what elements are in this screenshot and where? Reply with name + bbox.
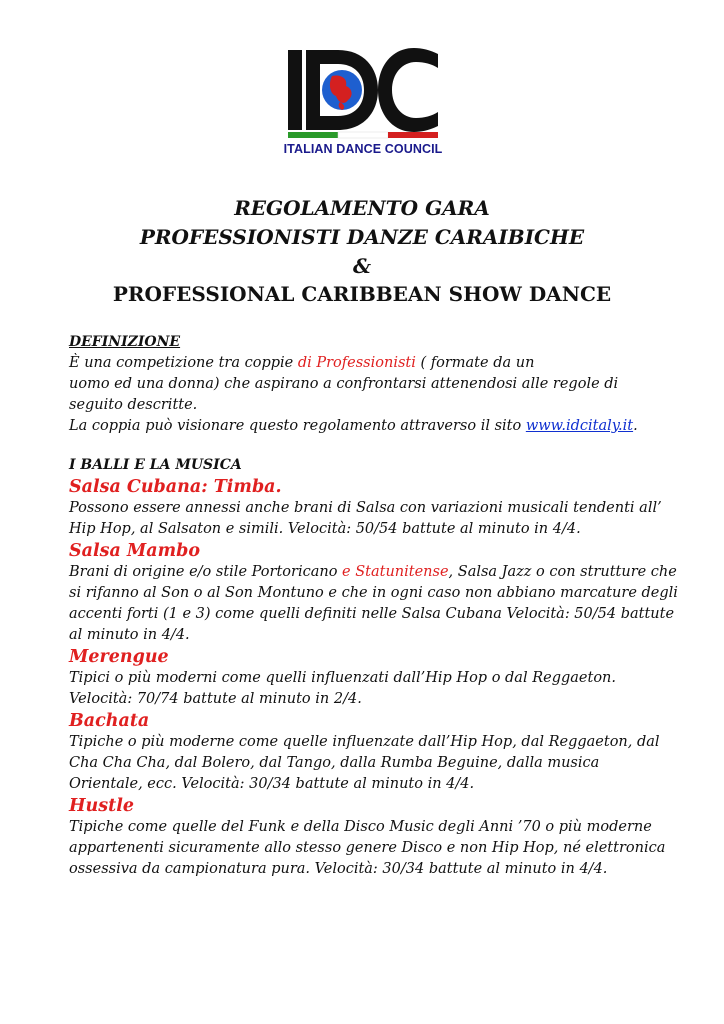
dance-text: ossessiva da campionatura pura. Velocità: 30/34 battute al minuto in 4/4.	[69, 861, 608, 877]
title-line-1: REGOLAMENTO GARA	[234, 196, 490, 220]
definition-heading: DEFINIZIONE	[69, 334, 181, 350]
dance-text: Tipici o più moderni come quelli influenzati dall’Hip Hop o dal Reggaeton.	[69, 670, 616, 686]
dance-text: Velocità: 70/74 battute al minuto in 2/4.	[69, 691, 362, 707]
dance-text: al minuto in 4/4.	[69, 627, 190, 643]
music-heading: I BALLI E LA MUSICA	[69, 457, 242, 473]
music-section	[69, 455, 678, 880]
idc-logo-mark	[282, 44, 444, 142]
title-line-4: PROFESSIONAL CARIBBEAN SHOW DANCE	[112, 282, 612, 306]
dance-text: Possono essere annessi anche brani di Salsa con variazioni musicali tendenti all’	[69, 500, 662, 516]
title-line-2: PROFESSIONISTI DANZE CARAIBICHE	[139, 225, 585, 249]
idc-logo	[282, 44, 444, 164]
dance-text: Tipiche o più moderne come quelle influenzate dall’Hip Hop, dal Reggaeton, dal	[69, 734, 660, 750]
definition-line-1: È una competizione tra coppie di Professionisti ( formate da un	[69, 355, 535, 371]
website-link[interactable]: www.idcitaly.it	[525, 418, 634, 434]
logo-letter-c	[378, 48, 438, 132]
dance-text: Cha Cha Cha, dal Bolero, dal Tango, dalla Rumba Beguine, dalla musica	[69, 755, 600, 771]
dance-title-hustle: Hustle	[69, 796, 134, 816]
dance-title-salsa-mambo: Salsa Mambo	[69, 541, 201, 561]
dance-title-salsa-cubana: Salsa Cubana: Timba.	[69, 477, 282, 497]
dance-text: Brani di origine e/o stile Portoricano e Statunitense, Salsa Jazz o con strutture che	[69, 564, 677, 580]
dance-text: Orientale, ecc. Velocità: 30/34 battute al minuto in 4/4.	[69, 776, 475, 792]
definition-section	[69, 332, 669, 437]
logo-letter-i	[288, 50, 302, 130]
title-line-3: &	[352, 254, 372, 278]
definition-line-4: La coppia può visionare questo regolamento attraverso il sito www.idcitaly.it.	[69, 418, 638, 434]
dance-text: Hip Hop, al Salsaton e simili. Velocità: 50/54 battute al minuto in 4/4.	[69, 521, 581, 537]
dance-text: accenti forti (1 e 3) come quelli definiti nelle Salsa Cubana Velocità: 50/54 battute	[69, 606, 675, 622]
logo-caption: ITALIAN DANCE COUNCIL	[283, 142, 443, 156]
dance-title-bachata: Bachata	[69, 711, 150, 731]
dance-text: appartenenti sicuramente allo stesso genere Disco e non Hip Hop, né elettronica	[69, 840, 666, 856]
definition-line-2: uomo ed una donna) che aspirano a confrontarsi attenendosi alle regole di	[69, 376, 619, 392]
definition-line-3: seguito descritte.	[69, 397, 198, 413]
dance-text: Tipiche come quelle del Funk e della Disco Music degli Anni ’70 o più moderne	[69, 819, 652, 835]
dance-title-merengue: Merengue	[69, 647, 169, 667]
dance-text: si rifanno al Son o al Son Montuno e che in ogni caso non abbiano marcature degli	[69, 585, 678, 601]
